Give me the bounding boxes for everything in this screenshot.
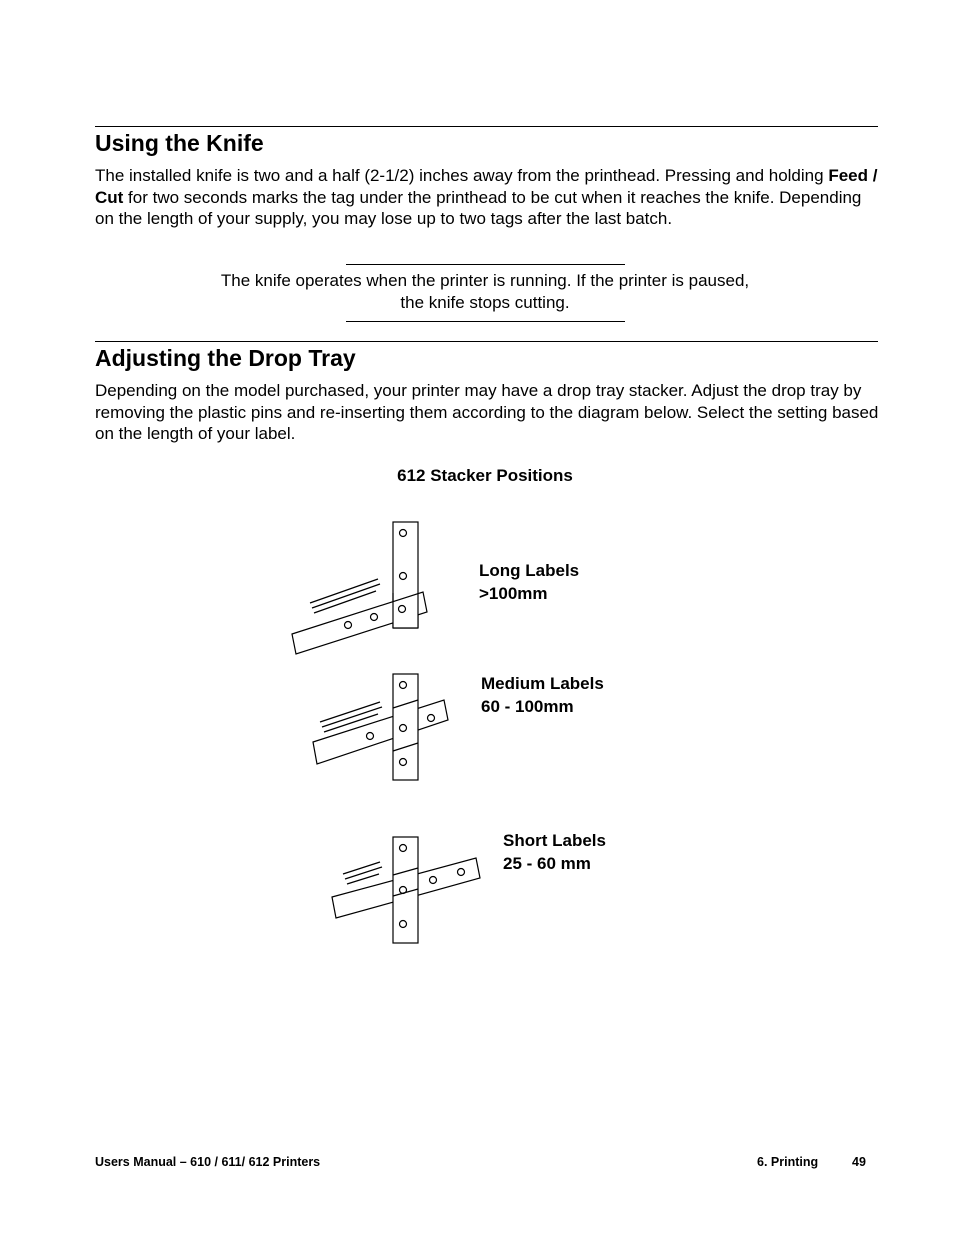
position-name: Short Labels — [503, 831, 606, 850]
position-label-short — [503, 829, 606, 875]
knife-text-start: The installed knife is two and a half (2-1/2) inches away from the printhead. Pressing and holding — [95, 166, 829, 185]
page-number: 49 — [852, 1155, 866, 1169]
note-line-1: The knife operates when the printer is running. If the printer is paused, — [220, 271, 750, 290]
footer-manual-title: Users Manual – 610 / 611/ 612 Printers — [95, 1155, 321, 1169]
position-range: >100mm — [479, 584, 548, 603]
note-bottom-rule — [346, 321, 625, 322]
stacker-short-drawing — [332, 837, 480, 943]
feed-cut-key: Feed / Cut — [95, 166, 878, 207]
stacker-medium-drawing — [313, 674, 448, 780]
section-divider — [95, 126, 878, 127]
position-range: 60 - 100mm — [481, 697, 574, 716]
knife-note — [150, 270, 820, 313]
note-top-rule — [346, 264, 625, 265]
note-line-2: the knife stops cutting. — [400, 292, 570, 312]
section-divider — [95, 341, 878, 342]
position-name: Long Labels — [479, 561, 580, 580]
position-name: Medium Labels — [481, 674, 604, 693]
position-label-medium — [481, 672, 604, 718]
section-heading-drop-tray: Adjusting the Drop Tray — [95, 345, 356, 371]
position-range: 25 - 60 mm — [503, 854, 591, 873]
section-heading-knife: Using the Knife — [95, 130, 264, 156]
drop-tray-paragraph: Depending on the model purchased, your printer may have a drop tray stacker. Adjust the drop tray by removing the plastic pins and re-inserting them according to the diagram below. Select the setting based on the length of your label. — [95, 381, 879, 444]
knife-text-end: for two seconds marks the tag under the printhead to be cut when it reaches the knife. Depending on the length of your supply, you may lose up to two tags after the last batch. — [95, 187, 862, 229]
figure-title: 612 Stacker Positions — [397, 466, 573, 485]
knife-paragraph — [95, 165, 885, 230]
stacker-long-drawing — [292, 522, 427, 654]
position-label-long — [479, 559, 579, 605]
footer-section: 6. Printing — [757, 1155, 819, 1169]
